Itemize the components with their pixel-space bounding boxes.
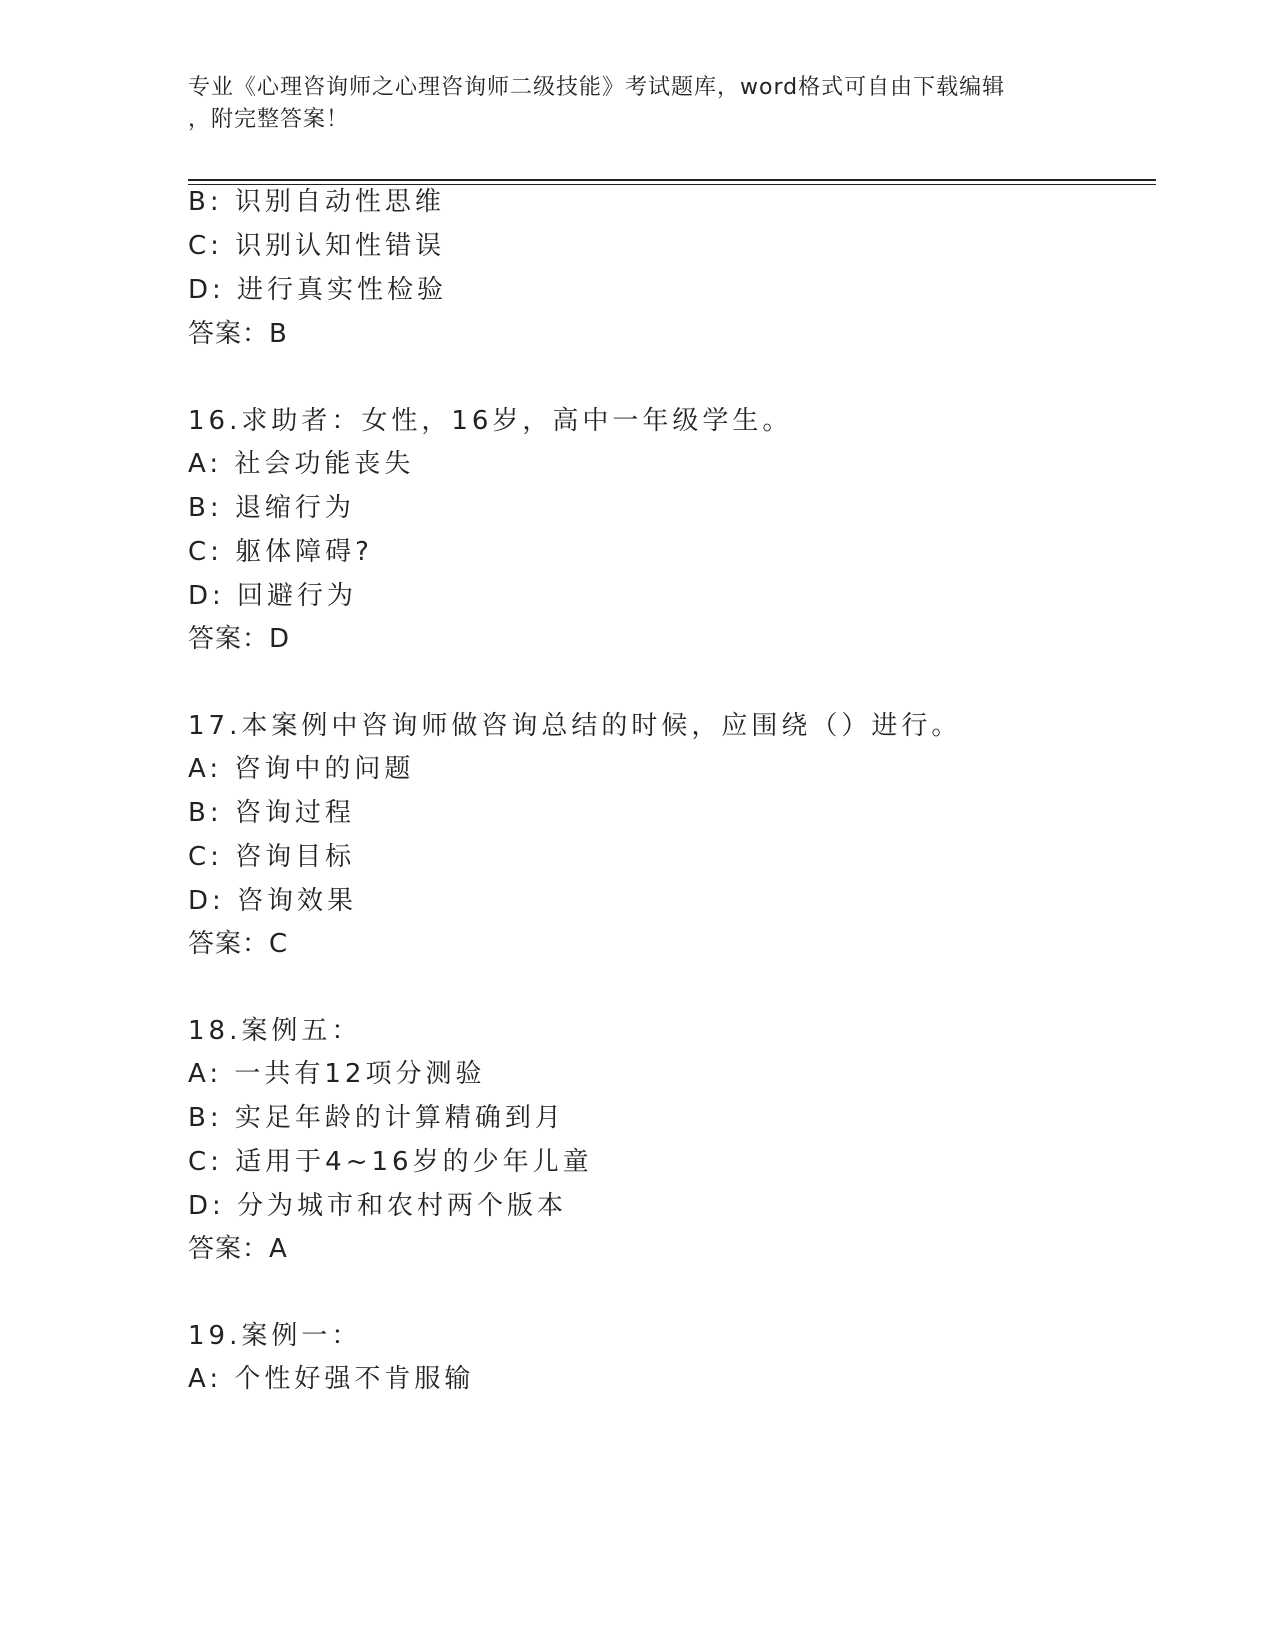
q18-option-b: B: 实足年龄的计算精确到月 [188,1103,565,1133]
q15-option-b: B: 识别自动性思维 [188,187,445,217]
q16-option-b: B: 退缩行为 [188,493,355,523]
document-header [188,72,1068,136]
q16-option-c: C: 躯体障碍? [188,537,373,567]
q15-option-c: C: 识别认知性错误 [188,231,446,261]
q16-option-d: D: 回避行为 [188,581,358,611]
q19-question: 19.案例一： [188,1321,362,1351]
q19-option-a: A: 个性好强不肯服输 [188,1364,475,1394]
q17-option-a: A: 咨询中的问题 [188,754,415,784]
q16-option-a: A: 社会功能丧失 [188,449,415,479]
q15-option-d: D: 进行真实性检验 [188,275,448,305]
q18-option-c: C: 适用于4~16岁的少年儿童 [188,1147,593,1177]
q15-answer: 答案：B [188,319,288,349]
q17-question: 17.本案例中咨询师做咨询总结的时候，应围绕（）进行。 [188,711,962,741]
q17-option-c: C: 咨询目标 [188,842,356,872]
q18-question: 18.案例五： [188,1016,362,1046]
q16-question: 16.求助者：女性，16岁，高中一年级学生。 [188,406,793,436]
q17-answer: 答案：C [188,929,289,959]
header-line-1: 专业《心理咨询师之心理咨询师二级技能》考试题库，word格式可自由下载编辑 [188,75,1006,100]
header-divider-thick [188,179,1156,181]
q17-option-b: B: 咨询过程 [188,798,355,828]
header-line-2: ，附完整答案！ [188,107,350,132]
q18-option-a: A: 一共有12项分测验 [188,1059,486,1089]
q16-answer: 答案：D [188,624,291,654]
q18-option-d: D: 分为城市和农村两个版本 [188,1191,568,1221]
q18-answer: 答案：A [188,1234,288,1264]
q17-option-d: D: 咨询效果 [188,886,358,916]
